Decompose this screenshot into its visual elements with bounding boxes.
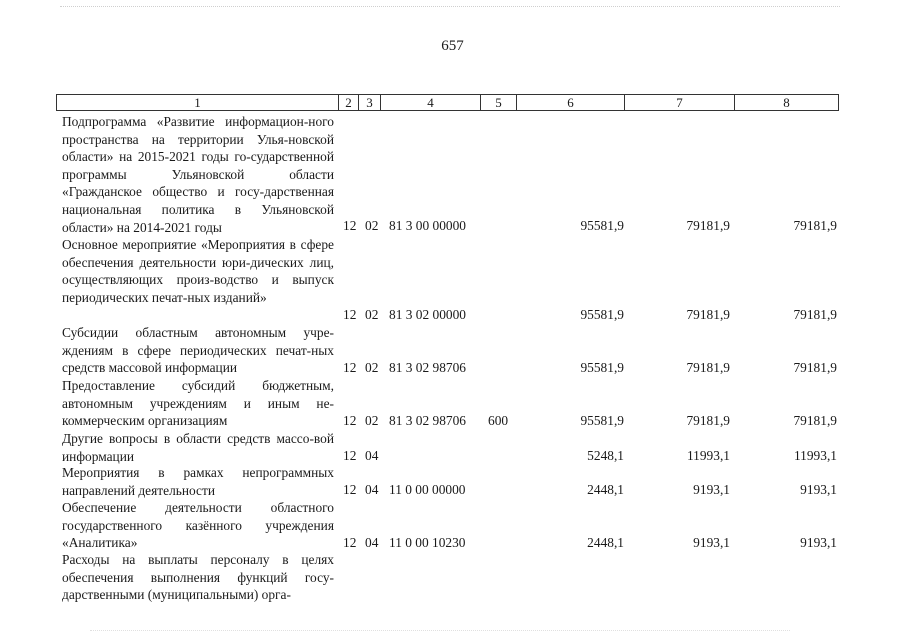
row-amount-col6: 5248,1 (587, 448, 624, 463)
header-col-8: 8 (783, 95, 790, 110)
row-amount-col6: 95581,9 (580, 360, 624, 375)
row-subsection: 02 (365, 307, 379, 322)
row-subsection: 02 (365, 413, 379, 428)
row-amount-col8: 79181,9 (793, 360, 837, 375)
row-amount-col8: 9193,1 (800, 482, 837, 497)
row-amount-col7: 79181,9 (686, 413, 730, 428)
row-section: 12 (343, 448, 357, 463)
row-target-code: 11 0 00 10230 (389, 535, 466, 550)
header-col-3: 3 (359, 95, 381, 110)
table-header (56, 94, 839, 111)
row-amount-col7: 79181,9 (686, 307, 730, 322)
row-target-code: 81 3 02 98706 (389, 360, 466, 375)
row-amount-col7: 11993,1 (686, 448, 730, 463)
row-description: Подпрограмма «Развитие информацион-ного пространства на территории Улья-новской области» на 2015-2021 годы го-сударственной программы Ульяновской области «Гражданское общество и госу-дарственная национальная политика в Ульяновской области» на 2014-2021 годы (62, 114, 334, 235)
row-amount-col6: 2448,1 (587, 535, 624, 550)
row-amount-col8: 79181,9 (793, 307, 837, 322)
row-amount-col6: 95581,9 (580, 413, 624, 428)
row-description: Мероприятия в рамках непрограммных направлений деятельности (62, 465, 334, 498)
row-expense-type: 600 (488, 413, 509, 428)
scan-artifact-bottom (90, 630, 790, 632)
row-amount-col6: 95581,9 (580, 218, 624, 233)
row-description: Другие вопросы в области средств массо-вой информации (62, 431, 334, 464)
header-col-5: 5 (481, 95, 517, 110)
row-target-code: 81 3 02 98706 (389, 413, 466, 428)
row-description: Обеспечение деятельности областного государственного казённого учреждения «Аналитика» (62, 500, 334, 551)
row-description: Субсидии областным автономным учре-ждениям в сфере периодических печат-ных средств массовой информации (62, 325, 334, 376)
row-amount-col7: 79181,9 (686, 360, 730, 375)
row-amount-col7: 9193,1 (693, 482, 730, 497)
row-target-code: 81 3 00 00000 (389, 218, 466, 233)
header-col-7: 7 (625, 95, 735, 110)
header-col-6: 6 (517, 95, 625, 110)
row-amount-col6: 2448,1 (587, 482, 624, 497)
row-subsection: 02 (365, 218, 379, 233)
page-number: 657 (441, 38, 464, 54)
row-section: 12 (343, 482, 357, 497)
row-section: 12 (343, 307, 357, 322)
row-target-code: 11 0 00 00000 (389, 482, 466, 497)
scan-artifact-top (60, 6, 840, 8)
row-amount-col7: 9193,1 (693, 535, 730, 550)
row-amount-col6: 95581,9 (580, 307, 624, 322)
row-section: 12 (343, 218, 357, 233)
header-col-2: 2 (339, 95, 359, 110)
row-subsection: 02 (365, 360, 379, 375)
row-target-code: 81 3 02 00000 (389, 307, 466, 322)
row-description: Основное мероприятие «Мероприятия в сфере обеспечения деятельности юри-дических лиц, осуществляющих произ-водство и выпуск периодических печат-ных изданий» (62, 237, 334, 305)
row-amount-col7: 79181,9 (686, 218, 730, 233)
row-subsection: 04 (365, 448, 379, 463)
row-description: Предоставление субсидий бюджетным, автономным учреждениям и иным не-коммерческим организациям (62, 378, 334, 429)
row-amount-col8: 79181,9 (793, 413, 837, 428)
row-amount-col8: 79181,9 (793, 218, 837, 233)
row-subsection: 04 (365, 535, 379, 550)
header-col-4: 4 (381, 95, 481, 110)
row-subsection: 04 (365, 482, 379, 497)
row-amount-col8: 11993,1 (793, 448, 837, 463)
row-section: 12 (343, 413, 357, 428)
row-description: Расходы на выплаты персоналу в целях обеспечения выполнения функций госу-дарственными (муниципальными) орга- (62, 552, 334, 603)
header-col-1: 1 (57, 95, 339, 110)
row-section: 12 (343, 535, 357, 550)
row-section: 12 (343, 360, 357, 375)
row-amount-col8: 9193,1 (800, 535, 837, 550)
